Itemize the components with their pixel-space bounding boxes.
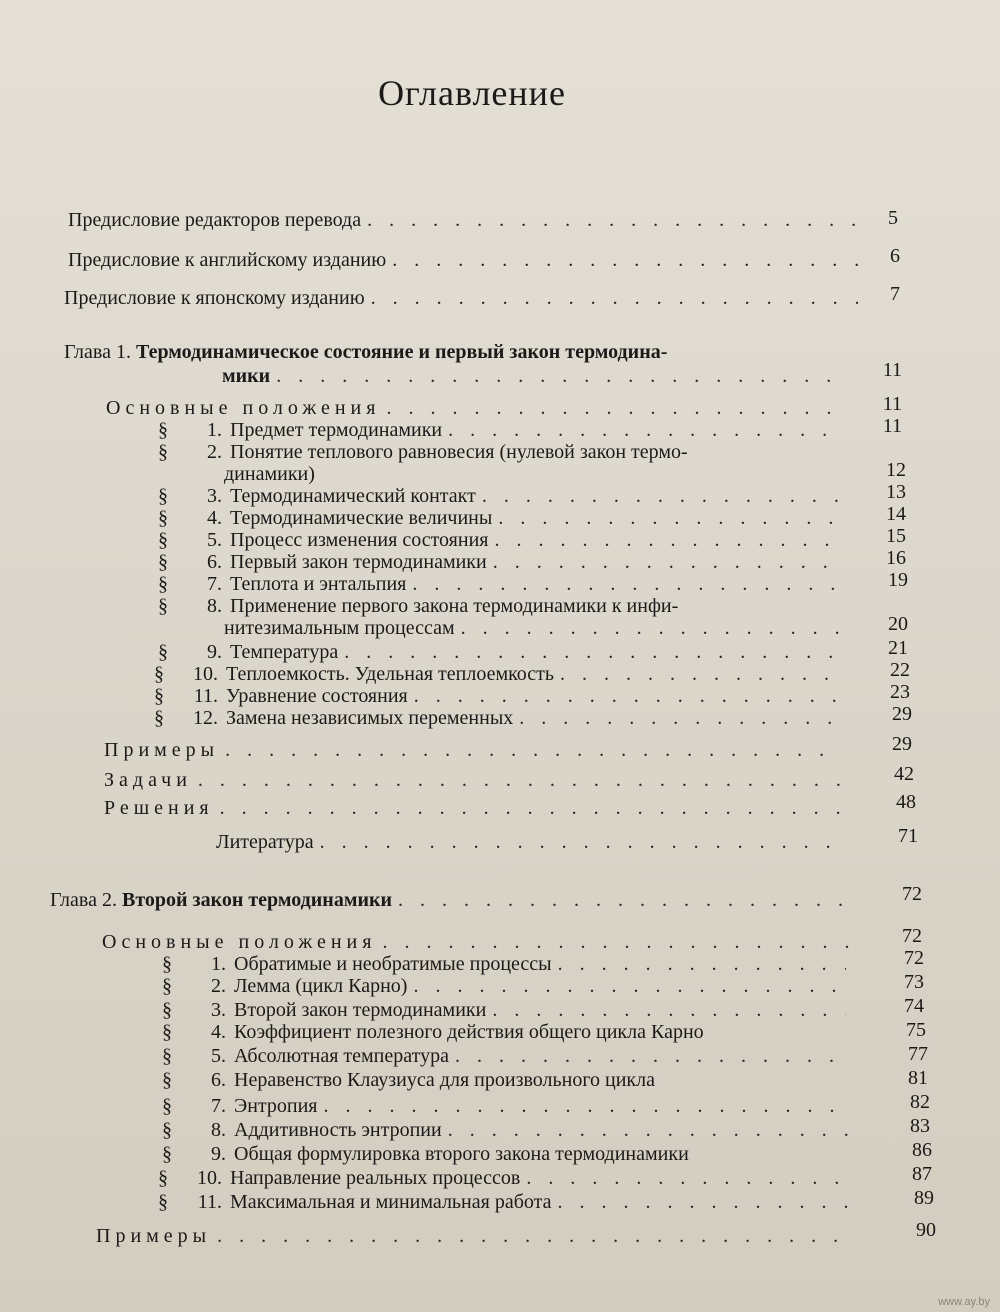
page-number: 7 [890, 283, 900, 305]
section-symbol: § [158, 551, 168, 573]
page-number: 23 [890, 681, 910, 703]
dot-leader [371, 286, 858, 310]
page-number: 11 [882, 415, 902, 437]
toc-section-2-2 [162, 974, 852, 998]
section-number: 2. [207, 441, 222, 463]
section-number: 1. [211, 953, 226, 975]
entry-text: Общая формулировка второго закона термодинамики [234, 1143, 689, 1165]
dot-leader [498, 506, 842, 530]
section-symbol: § [162, 1119, 172, 1141]
dot-leader [276, 364, 846, 388]
entry-text: Абсолютная температура [234, 1045, 449, 1067]
section-number: 10. [197, 1167, 222, 1189]
page-number: 15 [886, 525, 906, 547]
entry-text: Обратимые и необратимые процессы [234, 953, 552, 975]
dot-leader [519, 706, 842, 730]
page-number: 77 [908, 1043, 928, 1065]
toc-section-2-10 [158, 1166, 858, 1190]
section-symbol: § [162, 953, 172, 975]
entry-text: Термодинамическое состояние и первый закон термодина- [135, 341, 668, 363]
section-symbol: § [158, 573, 168, 595]
page-number: 22 [890, 659, 910, 681]
entry-text: Предисловие редакторов перевода [68, 209, 362, 231]
section-symbol: § [162, 975, 172, 997]
entry-text: Температура [230, 641, 339, 663]
dot-leader [461, 616, 842, 640]
toc-section-1-2 [158, 440, 848, 464]
page-number: 90 [916, 1219, 936, 1241]
entry-text: Предисловие к английскому изданию [68, 249, 387, 271]
entry-text: Максимальная и минимальная работа [230, 1191, 552, 1213]
page-number: 81 [908, 1067, 928, 1089]
toc-section-1-10 [154, 662, 848, 686]
section-number: 7. [207, 573, 222, 595]
section-number: 11. [193, 685, 218, 707]
page-number: 5 [888, 207, 898, 229]
section-symbol: § [158, 441, 168, 463]
section-number: 8. [207, 595, 222, 617]
page-number: 74 [904, 995, 924, 1017]
page-number: 72 [902, 883, 922, 905]
section-symbol: § [158, 507, 168, 529]
entry-text: динамики) [224, 463, 315, 485]
entry-text: Предисловие к японскому изданию [64, 287, 365, 309]
toc-section-2-6 [162, 1068, 862, 1092]
entry-text: Первый закон термодинамики [230, 551, 487, 573]
dot-leader [560, 662, 842, 686]
toc-section-1-11 [154, 684, 848, 708]
toc-entry-preface-editors [68, 208, 868, 232]
section-symbol: § [162, 1095, 172, 1117]
dot-leader [225, 738, 842, 762]
entry-text: Второй закон термодинамики [121, 889, 393, 911]
entry-text: Термодинамический контакт [230, 485, 476, 507]
toc-section-1-1 [158, 418, 848, 442]
toc-section-2-4 [162, 1020, 862, 1044]
section-number: 5. [207, 529, 222, 551]
section-symbol: § [158, 595, 168, 617]
entry-text: Примеры [104, 739, 220, 761]
section-symbol: § [162, 1021, 172, 1043]
toc-section-2-7 [162, 1094, 856, 1118]
page-number: 86 [912, 1139, 932, 1161]
watermark: www.ay.by [938, 1296, 990, 1308]
entry-text: Энтропия [234, 1095, 318, 1117]
chapter-2-heading [50, 888, 860, 912]
dot-leader [324, 1094, 851, 1118]
toc-section-1-9 [158, 640, 848, 664]
toc-section-2-8 [162, 1118, 856, 1142]
dot-leader [386, 396, 840, 420]
dot-leader [367, 208, 862, 232]
toc-entry-literature [216, 830, 848, 854]
section-symbol: § [162, 1143, 172, 1165]
dot-leader [557, 1190, 852, 1214]
page-number: 13 [886, 481, 906, 503]
section-symbol: § [158, 641, 168, 663]
toc-section-2-5 [162, 1044, 856, 1068]
dot-leader [392, 248, 862, 272]
toc-section-2-11 [158, 1190, 858, 1214]
section-number: 2. [211, 975, 226, 997]
section-symbol: § [158, 1191, 168, 1213]
section-number: 4. [207, 507, 222, 529]
section-symbol: § [158, 1167, 168, 1189]
section-number: 5. [211, 1045, 226, 1067]
dot-leader [493, 550, 842, 574]
page-number: 19 [888, 569, 908, 591]
dot-leader [382, 930, 854, 954]
dot-leader [414, 684, 842, 708]
page-number: 29 [892, 733, 912, 755]
toc-entry-basics [106, 396, 846, 420]
dot-leader [448, 1118, 850, 1142]
entry-text: Глава 1. [64, 341, 131, 363]
dot-leader [558, 952, 846, 976]
section-number: 7. [211, 1095, 226, 1117]
dot-leader [398, 888, 854, 912]
page-number: 82 [910, 1091, 930, 1113]
entry-text: Глава 2. [50, 889, 117, 911]
toc-section-1-7 [158, 572, 848, 596]
section-number: 11. [197, 1191, 222, 1213]
chapter-1-heading-cont [222, 364, 852, 388]
dot-leader [320, 830, 842, 854]
entry-text: Основные положения [102, 931, 377, 953]
section-number: 10. [193, 663, 218, 685]
entry-text: Литература [216, 831, 314, 853]
toc-entry-examples-2 [96, 1224, 862, 1248]
entry-text: мики [222, 365, 271, 387]
page-number: 12 [886, 459, 906, 481]
page-number: 20 [888, 613, 908, 635]
page-number: 48 [896, 791, 916, 813]
entry-text: Теплота и энтальпия [230, 573, 407, 595]
dot-leader [482, 484, 842, 508]
toc-section-1-4 [158, 506, 848, 530]
toc-section-1-8-cont [224, 616, 848, 640]
page-number: 11 [882, 393, 902, 415]
dot-leader [220, 796, 842, 820]
page-number: 11 [882, 359, 902, 381]
page-title: Оглавление [378, 73, 566, 113]
toc-section-2-3 [162, 998, 852, 1022]
section-number: 6. [211, 1069, 226, 1091]
entry-text: Термодинамические величины [230, 507, 493, 529]
toc-section-1-5 [158, 528, 848, 552]
page-number: 42 [894, 763, 914, 785]
page-number: 14 [886, 503, 906, 525]
toc-section-2-9 [162, 1142, 862, 1166]
section-symbol: § [158, 485, 168, 507]
section-number: 3. [211, 999, 226, 1021]
entry-text: Замена независимых переменных [226, 707, 514, 729]
page-number: 83 [910, 1115, 930, 1137]
dot-leader [492, 998, 846, 1022]
entry-text: Задачи [104, 769, 192, 791]
section-symbol: § [154, 685, 164, 707]
page-number: 87 [912, 1163, 932, 1185]
entry-text: Примеры [96, 1225, 212, 1247]
section-symbol: § [162, 1045, 172, 1067]
toc-section-1-2-cont [224, 462, 524, 486]
entry-text: Аддитивность энтропии [234, 1119, 442, 1141]
section-symbol: § [154, 663, 164, 685]
toc-entry-solutions [104, 796, 848, 820]
chapter-1-heading [64, 340, 864, 364]
entry-text: Понятие теплового равновесия (нулевой закон термо- [230, 441, 688, 463]
entry-text: Процесс изменения состояния [230, 529, 489, 551]
dot-leader [494, 528, 842, 552]
section-number: 1. [207, 419, 222, 441]
section-number: 4. [211, 1021, 226, 1043]
page-number: 6 [890, 245, 900, 267]
dot-leader [217, 1224, 856, 1248]
entry-text: Предмет термодинамики [230, 419, 443, 441]
toc-entry-preface-japanese [64, 286, 864, 310]
entry-text: нитезимальным процессам [224, 617, 455, 639]
page-number: 16 [886, 547, 906, 569]
entry-text: Уравнение состояния [226, 685, 408, 707]
section-number: 12. [193, 707, 218, 729]
toc-entry-problems [104, 768, 848, 792]
section-number: 3. [207, 485, 222, 507]
dot-leader [344, 640, 842, 664]
dot-leader [198, 768, 842, 792]
section-symbol: § [162, 1069, 172, 1091]
toc-section-1-8 [158, 594, 848, 618]
dot-leader [412, 572, 842, 596]
toc-section-1-12 [154, 706, 848, 730]
section-number: 8. [211, 1119, 226, 1141]
section-number: 6. [207, 551, 222, 573]
section-symbol: § [162, 999, 172, 1021]
page-number: 72 [904, 947, 924, 969]
entry-text: Решения [104, 797, 214, 819]
page-number: 73 [904, 971, 924, 993]
section-number: 9. [207, 641, 222, 663]
entry-text: Применение первого закона термодинамики к инфи- [230, 595, 679, 617]
page-number: 75 [906, 1019, 926, 1041]
entry-text: Лемма (цикл Карно) [234, 975, 408, 997]
toc-entry-basics-2 [102, 930, 860, 954]
section-number: 9. [211, 1143, 226, 1165]
page-number: 89 [914, 1187, 934, 1209]
entry-text: Основные положения [106, 397, 381, 419]
dot-leader [526, 1166, 852, 1190]
section-symbol: § [158, 529, 168, 551]
toc-entry-preface-english [68, 248, 868, 272]
dot-leader [448, 418, 842, 442]
toc-section-1-3 [158, 484, 848, 508]
dot-leader [413, 974, 846, 998]
toc-section-2-1 [162, 952, 852, 976]
section-symbol: § [154, 707, 164, 729]
entry-text: Второй закон термодинамики [234, 999, 487, 1021]
toc-section-1-6 [158, 550, 848, 574]
entry-text: Направление реальных процессов [230, 1167, 521, 1189]
entry-text: Теплоемкость. Удельная теплоемкость [226, 663, 555, 685]
dot-leader [455, 1044, 850, 1068]
toc-entry-examples [104, 738, 848, 762]
page-number: 29 [892, 703, 912, 725]
entry-text: Неравенство Клаузиуса для произвольного цикла [234, 1069, 656, 1091]
page-number: 21 [888, 637, 908, 659]
page-number: 71 [898, 825, 918, 847]
entry-text: Коэффициент полезного действия общего цикла Карно [234, 1021, 704, 1043]
page-number: 72 [902, 925, 922, 947]
section-symbol: § [158, 419, 168, 441]
